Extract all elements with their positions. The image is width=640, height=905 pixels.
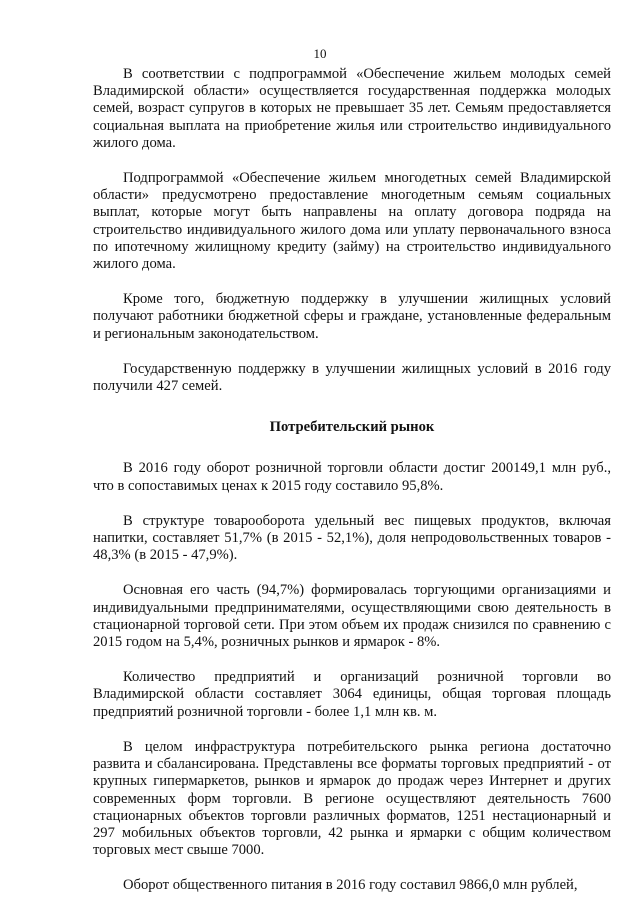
paragraph-budget-support: Кроме того, бюджетную поддержку в улучшении жилищных условий получают работники бюджетной сферы и граждане, установленные федеральным и региональным законодательством.	[93, 291, 611, 342]
section-heading: Потребительский рынок	[269, 419, 435, 436]
paragraph-catering-turnover: Оборот общественного питания в 2016 году составил 9866,0 млн рублей,	[123, 877, 578, 894]
paragraph-enterprise-count: Количество предприятий и организаций розничной торговли во Владимирской области составляет 3064 единицы, общая торговая площадь предприятий розничной торговли - более 1,1 млн кв. м.	[93, 669, 611, 720]
paragraph-turnover-structure: В структуре товарооборота удельный вес пищевых продуктов, включая напитки, составляет 51,7% (в 2015 - 52,1%), доля непродовольственных товаров - 48,3% (в 2015 - 47,9%).	[93, 512, 611, 564]
paragraph-infrastructure: В целом инфраструктура потребительского рынка региона достаточно развита и сбалансирована. Представлены все форматы торговых предприятий - от крупных гипермаркетов, рынков и ярмарок до продаж через Интернет и других современных форм торговли. В регионе осуществляют деятельность 7600 стационарных объектов торговли различных форматов, 1251 нестационарный и 297 мобильных объектов торговли, 42 рынка и ярмарки с общим количеством торговых мест свыше 7000.	[93, 738, 611, 859]
document-body	[93, 66, 611, 895]
paragraph-young-families: В соответствии с подпрограммой «Обеспечение жильем молодых семей Владимирской области» осуществляется государственная поддержка молодых семей, возраст супругов в которых не превышает 35 лет. Семьям предоставляется социальная выплата на приобретение жилья или строительство индивидуального жилого дома.	[93, 66, 611, 151]
paragraph-main-share: Основная его часть (94,7%) формировалась торгующими организациями и индивидуальными предпринимателями, осуществляющими свою деятельность в стационарной торговой сети. При этом объем их продаж снизился по сравнению с 2015 годом на 5,4%, розничных рынков и ярмарок - 8%.	[93, 582, 611, 651]
paragraph-large-families: Подпрограммой «Обеспечение жильем многодетных семей Владимирской области» предусмотрено предоставление многодетным семьям социальных выплат, которые могут быть направлены на оплату договора подряда на строительство индивидуального жилого дома или уплату первоначального взноса по ипотечному жилищному кредиту (займу) на строительство индивидуального жилого дома.	[93, 170, 611, 273]
page-number: 10	[313, 46, 327, 61]
paragraph-families-count: Государственную поддержку в улучшении жилищных условий в 2016 году получили 427 семей.	[93, 360, 611, 395]
paragraph-retail-turnover: В 2016 году оборот розничной торговли области достиг 200149,1 млн руб., что в сопоставимых ценах к 2015 году составило 95,8%.	[93, 460, 611, 494]
